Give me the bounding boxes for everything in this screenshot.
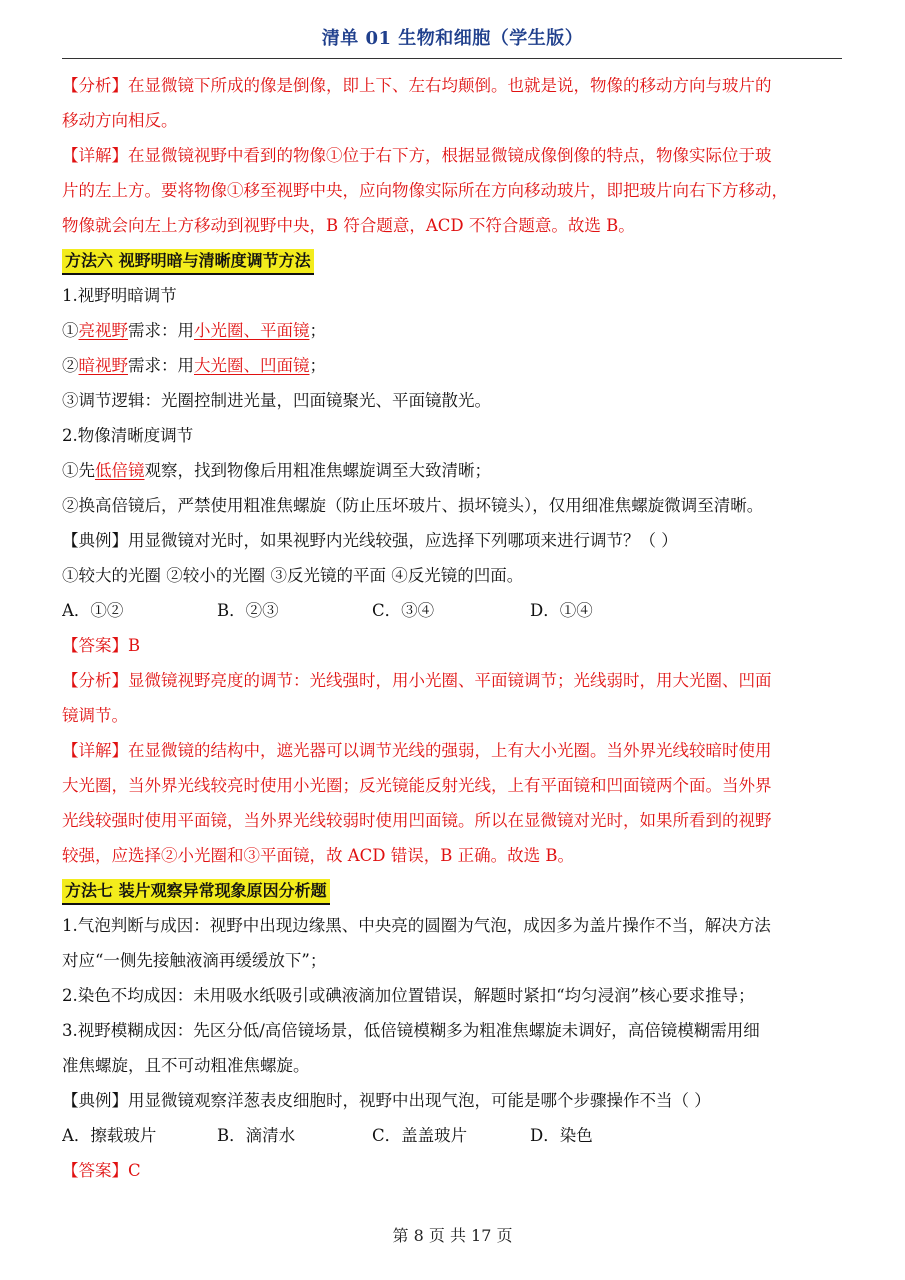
option-c: C．盖盖玻片 <box>372 1126 468 1145</box>
example-question: 【典例】用显微镜对光时，如果视野内光线较强，应选择下列哪项来进行调节？（ ） <box>62 531 678 550</box>
detail-text: 较强，应选择②小光圈和③平面镜，故 ACD 错误，B 正确。故选 B。 <box>62 846 574 865</box>
point-text: 对应“一侧先接触液滴再缓缓放下”； <box>62 951 327 970</box>
option-b: B．滴清水 <box>217 1126 296 1145</box>
bright-field-line: ①亮视野需求：用小光圈、平面镜； <box>62 321 326 340</box>
answer-options <box>62 1118 848 1153</box>
answer-options <box>62 593 848 628</box>
detail-text: 光线较强时使用平面镜，当外界光线较弱时使用凹面镜。所以在显微镜对光时，如果所看到的视野 <box>62 811 772 830</box>
analysis-text: 移动方向相反。 <box>62 111 178 130</box>
option-d: D．染色 <box>530 1126 593 1145</box>
option-a: A．①② <box>62 601 124 620</box>
option-d: D．①④ <box>530 601 593 620</box>
analysis-text: 镜调节。 <box>62 706 128 725</box>
method-7-heading: 方法七 装片观察异常现象原因分析题 <box>62 879 330 905</box>
page-header-title: 清单 01 生物和细胞（学生版） <box>321 28 584 49</box>
document-body <box>62 68 848 1188</box>
logic-line: ③调节逻辑：光圈控制进光量，凹面镜聚光、平面镜散光。 <box>62 391 491 410</box>
point-text: 准焦螺旋，且不可动粗准焦螺旋。 <box>62 1056 310 1075</box>
sub-heading: 1.视野明暗调节 <box>62 286 177 305</box>
page-number: 第 8 页 共 17 页 <box>392 1226 513 1245</box>
answer-text: 【答案】B <box>62 636 141 655</box>
example-items: ①较大的光圈 ②较小的光圈 ③反光镜的平面 ④反光镜的凹面。 <box>62 566 524 585</box>
detail-text: 大光圈，当外界光线较亮时使用小光圈；反光镜能反射光线，上有平面镜和凹面镜两个面。当外界 <box>62 776 772 795</box>
point-text: 2.染色不均成因：未用吸水纸吸引或碘液滴加位置错误，解题时紧扣“均匀浸润”核心要求推导； <box>62 986 755 1005</box>
point-text: 1.气泡判断与成因：视野中出现边缘黑、中央亮的圆圈为气泡，成因多为盖片操作不当，解决方法 <box>62 916 771 935</box>
detail-text: 片的左上方。要将物像①移至视野中央，应向物像实际所在方向移动玻片，即把玻片向右下方移动， <box>62 181 788 200</box>
option-b: B．②③ <box>217 601 279 620</box>
option-a: A．擦载玻片 <box>62 1126 157 1145</box>
analysis-text: 【分析】在显微镜下所成的像是倒像，即上下、左右均颠倒。也就是说，物像的移动方向与玻片的 <box>62 76 772 95</box>
step-line: ①先低倍镜观察，找到物像后用粗准焦螺旋调至大致清晰； <box>62 461 491 480</box>
analysis-text: 【分析】显微镜视野亮度的调节：光线强时，用小光圈、平面镜调节；光线弱时，用大光圈、凹面 <box>62 671 772 690</box>
header-divider <box>62 58 842 59</box>
step-line: ②换高倍镜后，严禁使用粗准焦螺旋（防止压坏玻片、损坏镜头），仅用细准焦螺旋微调至清晰。 <box>62 496 764 515</box>
dark-field-line: ②暗视野需求：用大光圈、凹面镜； <box>62 356 326 375</box>
answer-text: 【答案】C <box>62 1161 141 1180</box>
method-6-heading: 方法六 视野明暗与清晰度调节方法 <box>62 249 314 275</box>
point-text: 3.视野模糊成因：先区分低/高倍镜场景，低倍镜模糊多为粗准焦螺旋未调好，高倍镜模糊需用细 <box>62 1021 760 1040</box>
sub-heading: 2.物像清晰度调节 <box>62 426 194 445</box>
detail-text: 【详解】在显微镜的结构中，遮光器可以调节光线的强弱，上有大小光圈。当外界光线较暗时使用 <box>62 741 772 760</box>
detail-text: 【详解】在显微镜视野中看到的物像①位于右下方，根据显微镜成像倒像的特点，物像实际位于玻 <box>62 146 772 165</box>
option-c: C．③④ <box>372 601 435 620</box>
example-question: 【典例】用显微镜观察洋葱表皮细胞时，视野中出现气泡，可能是哪个步骤操作不当（ ） <box>62 1091 711 1110</box>
detail-text: 物像就会向左上方移动到视野中央，B 符合题意，ACD 不符合题意。故选 B。 <box>62 216 635 235</box>
